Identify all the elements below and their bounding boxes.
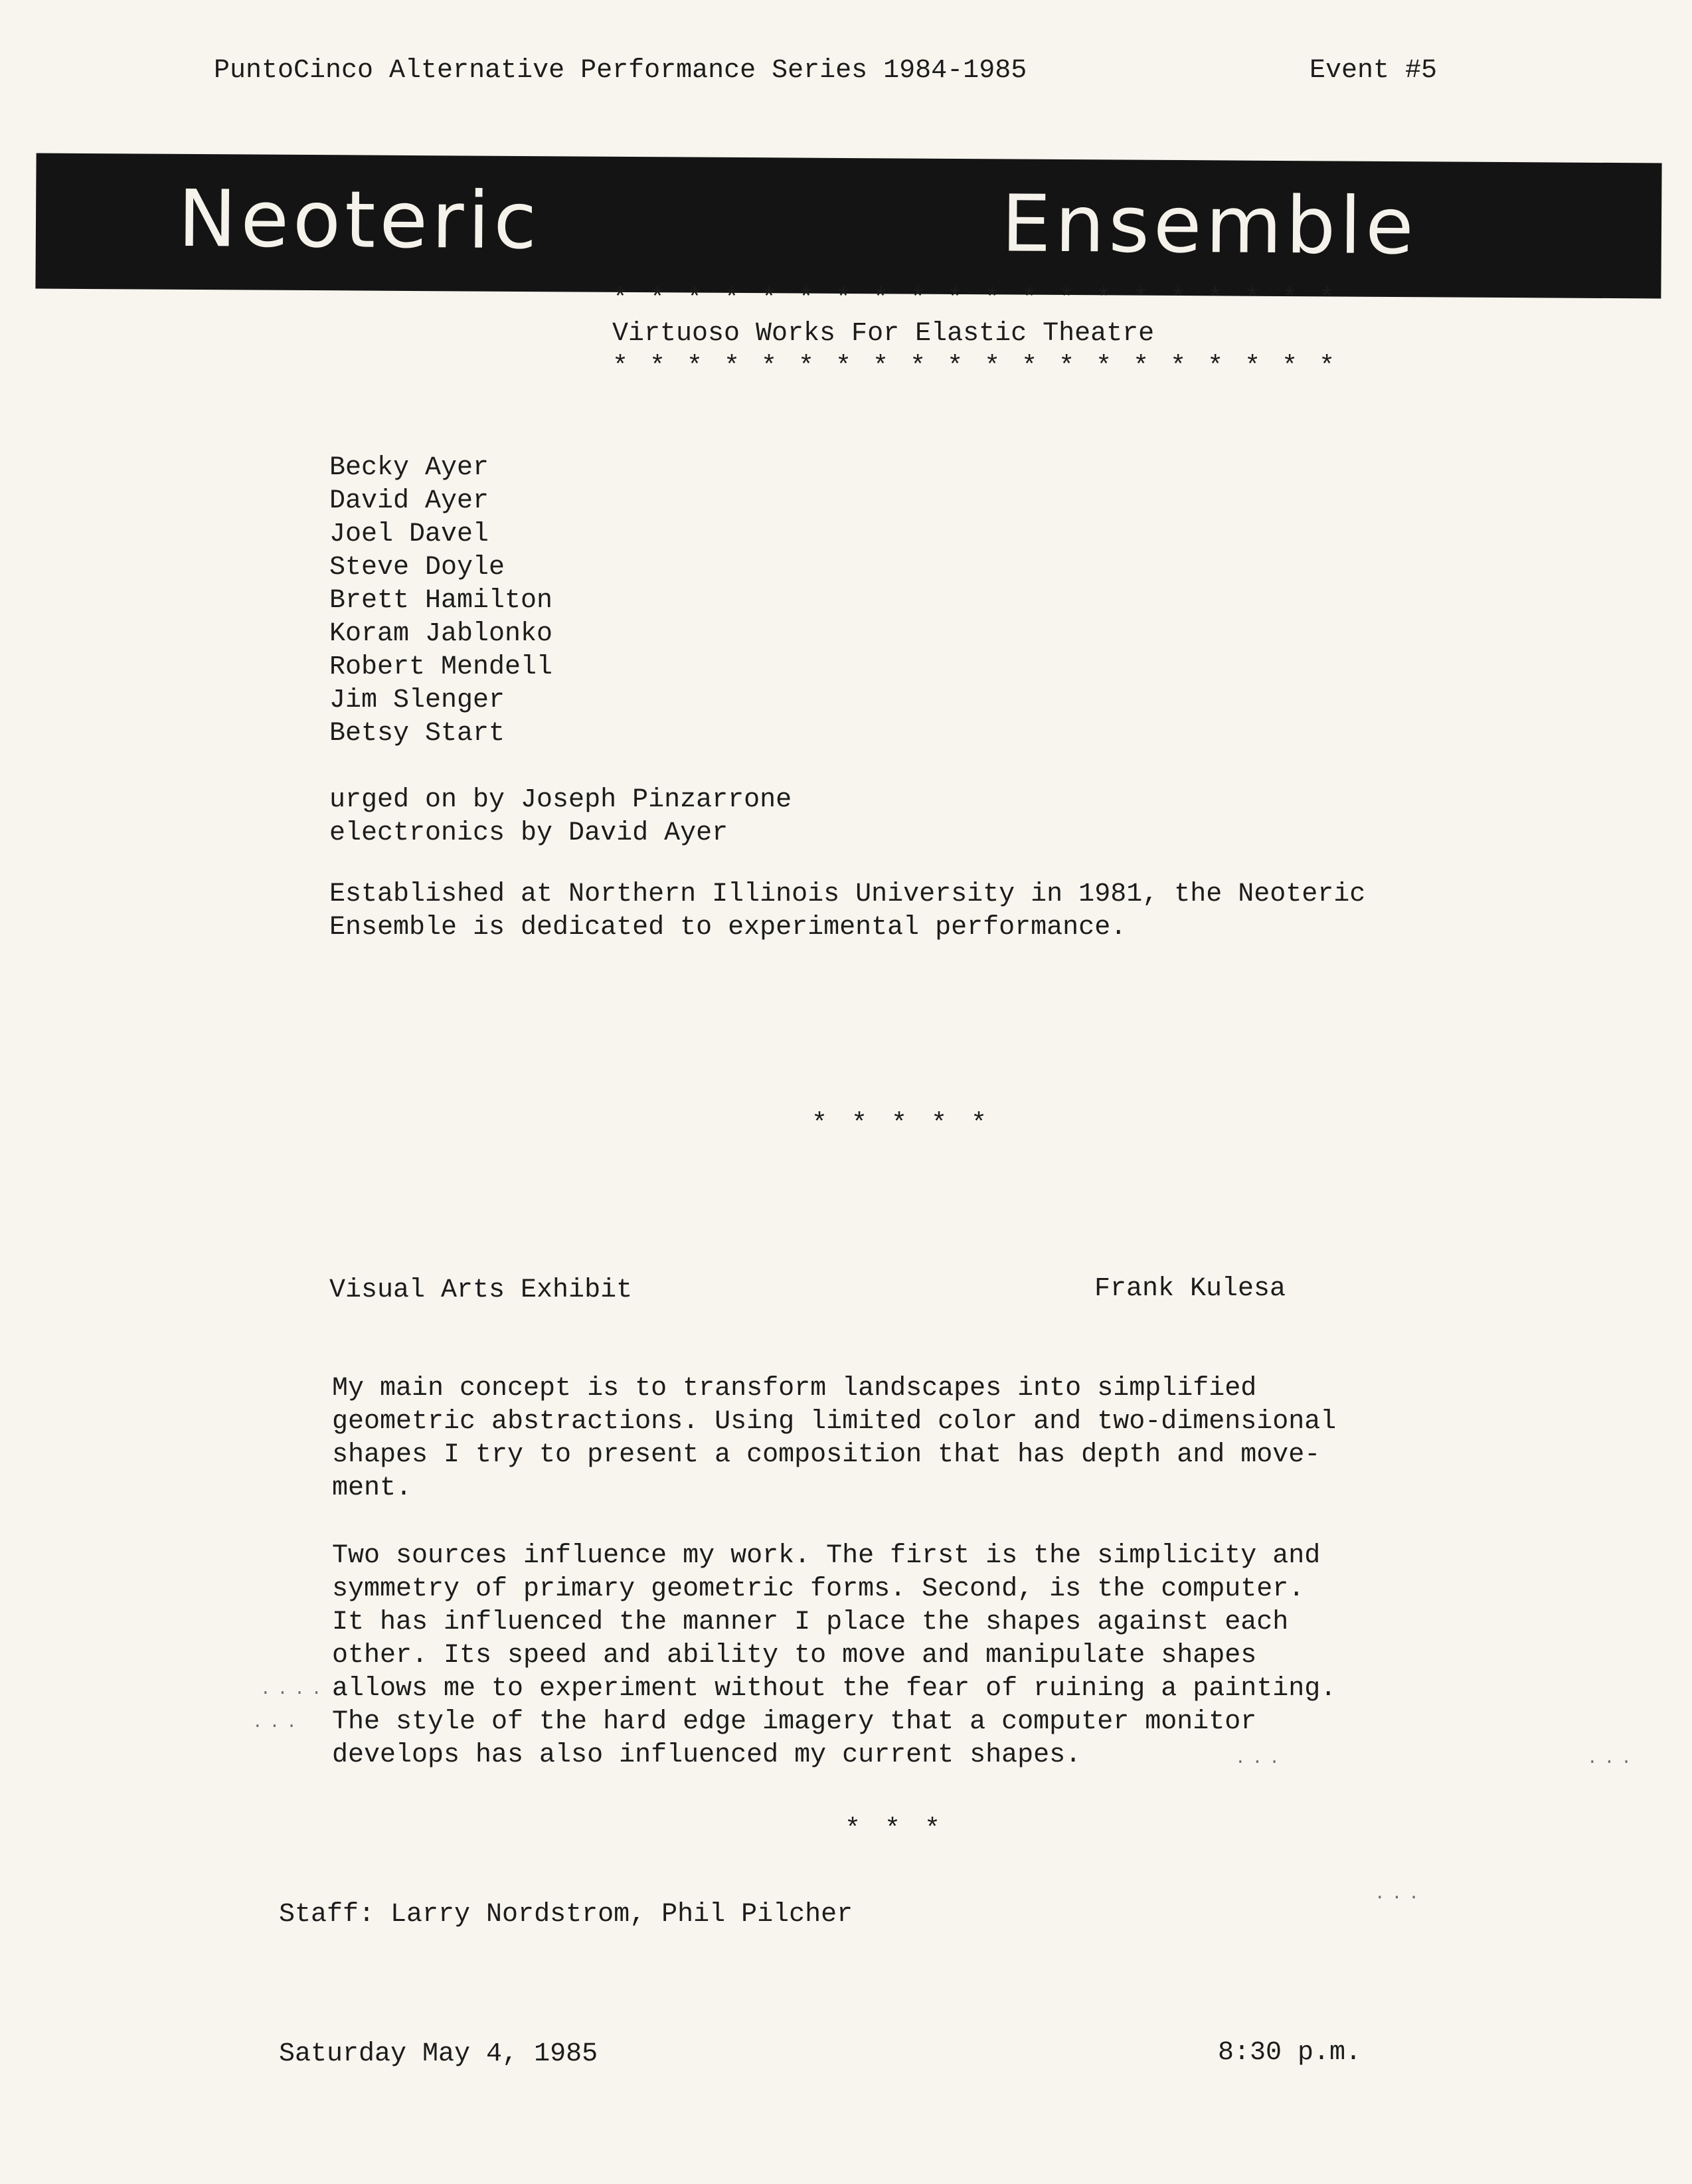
event-number: Event #5 bbox=[1310, 56, 1438, 86]
statement-line: develops has also influenced my current shapes. bbox=[332, 1740, 1082, 1770]
paper-speck: ... bbox=[252, 1712, 303, 1732]
ensemble-description bbox=[329, 878, 1365, 945]
credit-line: electronics by David Ayer bbox=[329, 818, 728, 848]
artist-statement-paragraph-1 bbox=[332, 1372, 1336, 1505]
description-line: Established at Northern Illinois University in 1981, the Neoteric bbox=[329, 879, 1366, 909]
credit-line: urged on by Joseph Pinzarrone bbox=[329, 785, 792, 815]
artist-statement-paragraph-2 bbox=[332, 1540, 1336, 1772]
performer-name: Brett Hamilton bbox=[329, 586, 553, 616]
paper-speck: ... bbox=[1235, 1748, 1286, 1768]
performer-name: Koram Jablonko bbox=[329, 619, 553, 649]
stars-divider-bottom: * * * * * * * * * * * * * * * * * * * * bbox=[612, 352, 1338, 382]
performer-name: David Ayer bbox=[329, 486, 489, 516]
paper-speck: ... bbox=[1587, 1748, 1638, 1768]
banner-word-neoteric: Neoteric bbox=[177, 172, 541, 267]
event-time: 8:30 p.m. bbox=[1218, 2038, 1362, 2068]
exhibit-title: Visual Arts Exhibit bbox=[329, 1275, 633, 1305]
program-subtitle: Virtuoso Works For Elastic Theatre bbox=[612, 319, 1155, 349]
exhibit-artist: Frank Kulesa bbox=[1094, 1274, 1286, 1304]
series-title: PuntoCinco Alternative Performance Series 1984-1985 bbox=[214, 56, 1027, 86]
performer-name: Becky Ayer bbox=[329, 453, 489, 483]
performer-list bbox=[329, 452, 552, 751]
banner-word-ensemble: Ensemble bbox=[1001, 177, 1418, 272]
performer-name: Robert Mendell bbox=[329, 652, 553, 682]
section-divider-small: * * * bbox=[845, 1815, 945, 1845]
statement-line: My main concept is to transform landscapes into simplified bbox=[332, 1374, 1257, 1404]
statement-line: Two sources influence my work. The first is the simplicity and bbox=[332, 1541, 1321, 1571]
statement-line: It has influenced the manner I place the shapes against each bbox=[332, 1607, 1289, 1637]
credits bbox=[329, 784, 792, 850]
paper-speck: ... bbox=[1375, 1884, 1426, 1904]
stars-divider-top: * * * * * * * * * * * * * * * * * * * * bbox=[612, 284, 1338, 314]
statement-line: allows me to experiment without the fear of ruining a painting. bbox=[332, 1674, 1337, 1704]
section-divider: * * * * * bbox=[811, 1109, 991, 1139]
title-banner bbox=[35, 153, 1661, 299]
statement-line: The style of the hard edge imagery that a computer monitor bbox=[332, 1707, 1257, 1737]
statement-line: shapes I try to present a composition that has depth and move- bbox=[332, 1440, 1321, 1470]
statement-line: symmetry of primary geometric forms. Second, is the computer. bbox=[332, 1574, 1305, 1604]
paper-speck: .... bbox=[260, 1679, 329, 1699]
performer-name: Joel Davel bbox=[329, 519, 489, 549]
staff-credits: Staff: Larry Nordstrom, Phil Pilcher bbox=[279, 1900, 853, 1930]
description-line: Ensemble is dedicated to experimental performance. bbox=[329, 913, 1127, 943]
statement-line: ment. bbox=[332, 1473, 412, 1503]
performer-name: Steve Doyle bbox=[329, 553, 505, 583]
statement-line: other. Its speed and ability to move and manipulate shapes bbox=[332, 1641, 1257, 1671]
performer-name: Jim Slenger bbox=[329, 685, 505, 715]
event-date: Saturday May 4, 1985 bbox=[279, 2039, 598, 2069]
performer-name: Betsy Start bbox=[329, 719, 505, 749]
statement-line: geometric abstractions. Using limited color and two-dimensional bbox=[332, 1407, 1337, 1437]
